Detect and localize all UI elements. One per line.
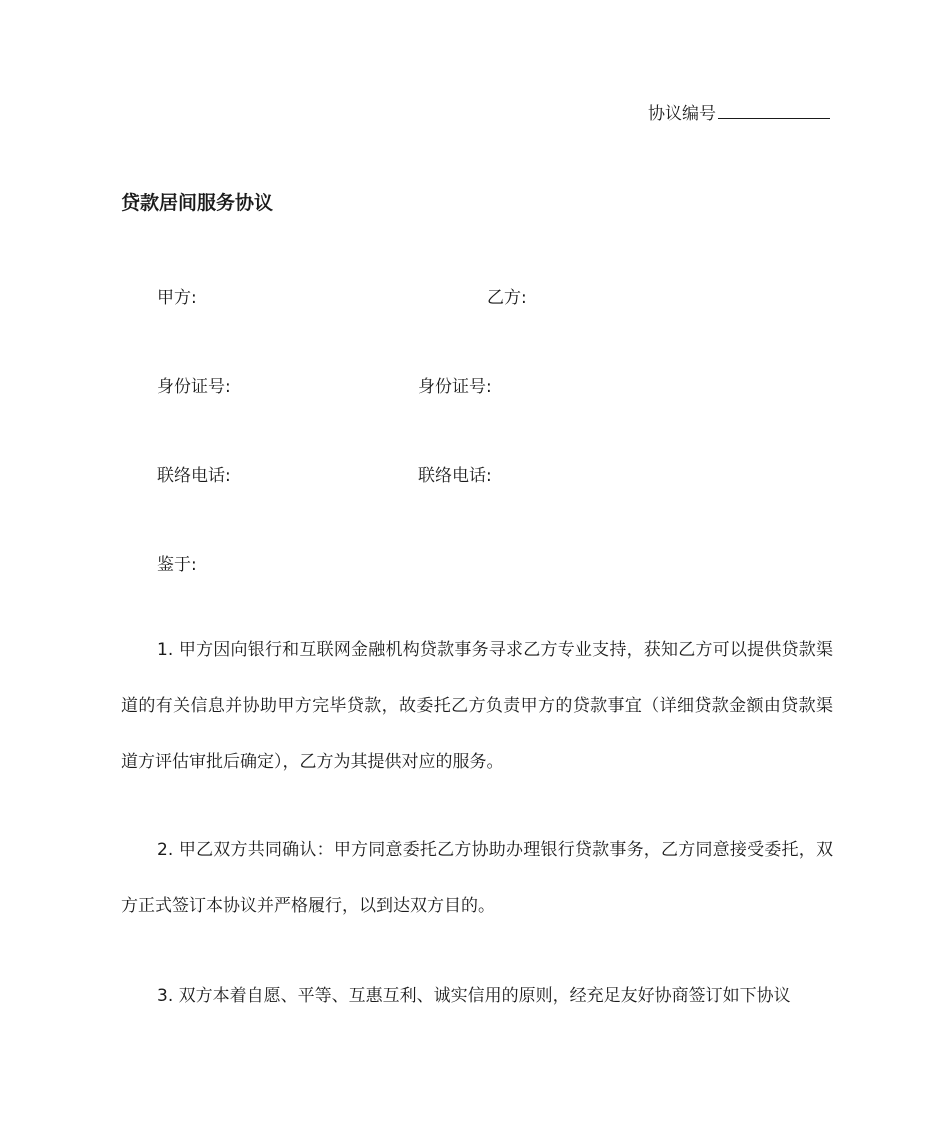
agreement-number-blank[interactable] [718,100,830,119]
document-title: 贷款居间服务协议 [121,192,274,214]
party-a-id-label: 身份证号: [157,377,231,397]
party-a-label: 甲方: [157,288,197,308]
clause-3: 3. 双方本着自愿、平等、互惠互利、诚实信用的原则，经充足友好协商签订如下协议 [157,986,791,1006]
party-a-phone-label: 联络电话: [157,466,231,486]
clause-1: 1. 甲方因向银行和互联网金融机构贷款事务寻求乙方专业支持，获知乙方可以提供贷款渠道的有关信息并协助甲方完毕贷款，故委托乙方负责甲方的贷款事宜（详细贷款金额由贷款渠道方评估审批后确定），乙方为其提供对应的服务。 [121,640,833,772]
party-b-id-label: 身份证号: [418,377,492,397]
clause-2: 2. 甲乙双方共同确认：甲方同意委托乙方协助办理银行贷款事务，乙方同意接受委托，双方正式签订本协议并严格履行，以到达双方目的。 [121,840,833,916]
whereas-label: 鉴于: [157,555,197,575]
party-b-label: 乙方: [487,288,527,308]
agreement-number-label: 协议编号 [648,104,716,124]
agreement-number-field [648,99,830,124]
party-b-phone-label: 联络电话: [418,466,492,486]
